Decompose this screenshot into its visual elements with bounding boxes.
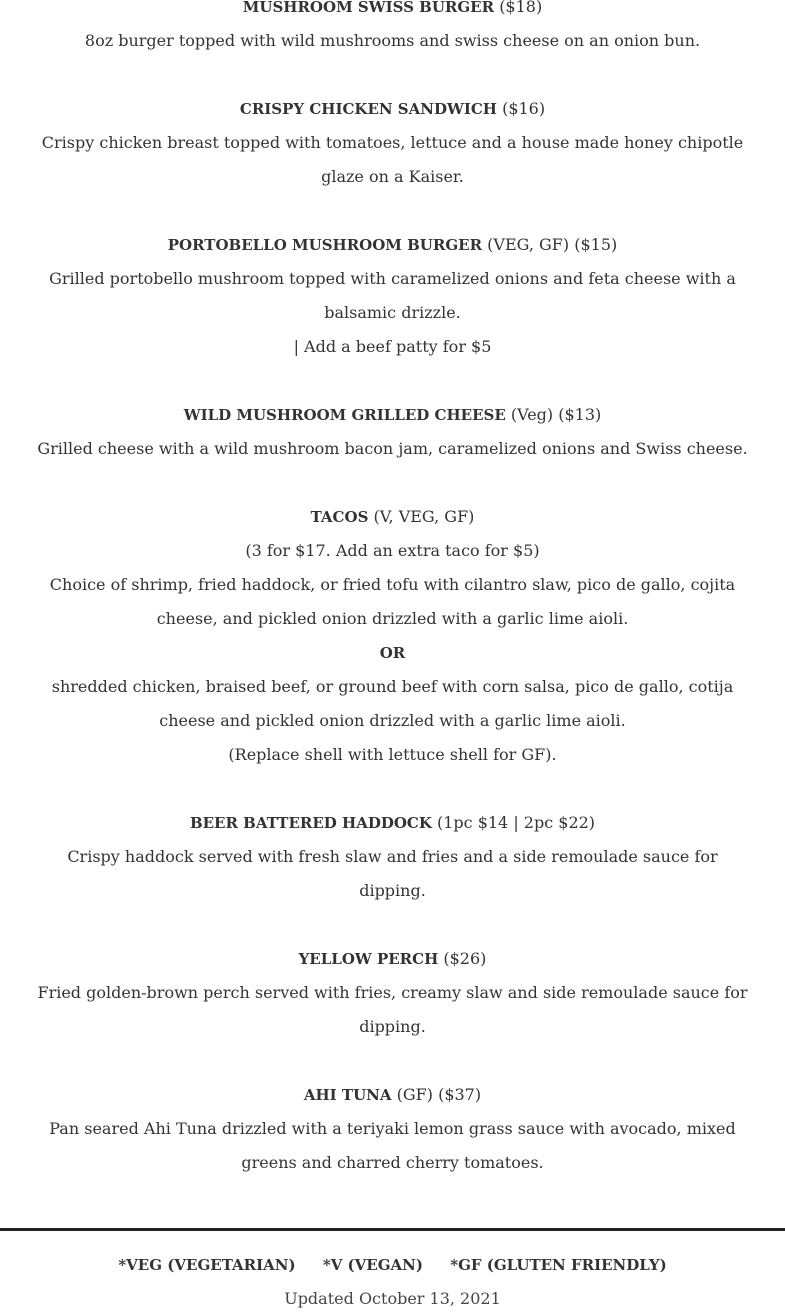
item-description: Grilled cheese with a wild mushroom bacon jam, caramelized onions and Swiss cheese. — [37, 439, 748, 458]
legend-gluten-friendly: *GF (GLUTEN FRIENDLY) — [450, 1256, 667, 1274]
item-heading — [0, 942, 785, 976]
item-tags: (GF) ($37) — [396, 1085, 482, 1104]
item-tags: (Veg) ($13) — [510, 405, 602, 424]
item-pricing-note: (3 for $17. Add an extra taco for $5) — [245, 541, 540, 560]
item-name: YELLOW PERCH — [298, 950, 439, 968]
item-tags: ($16) — [502, 99, 546, 118]
item-name: TACOS — [310, 508, 369, 526]
item-tags: (VEG, GF) ($15) — [487, 235, 618, 254]
item-description: Crispy haddock served with fresh slaw and fries and a side remoulade sauce for dipping. — [67, 847, 718, 900]
item-tags: ($26) — [443, 949, 487, 968]
item-name: AHI TUNA — [303, 1086, 392, 1104]
item-description-alt: shredded chicken, braised beef, or ground beef with corn salsa, pico de gallo, cotija cheese and pickled onion drizzled with a garlic lime aioli. — [51, 677, 734, 730]
item-gf-note: (Replace shell with lettuce shell for GF). — [228, 745, 557, 764]
menu-item — [0, 398, 785, 466]
item-tags: (1pc $14 | 2pc $22) — [436, 813, 596, 832]
dietary-legend — [0, 1248, 785, 1282]
item-heading — [0, 1078, 785, 1112]
item-addon: | Add a beef patty for $5 — [293, 337, 492, 356]
menu-item — [0, 500, 785, 772]
item-name: BEER BATTERED HADDOCK — [189, 814, 432, 832]
menu-item — [0, 228, 785, 364]
menu-item — [0, 806, 785, 908]
item-description: Pan seared Ahi Tuna drizzled with a teriyaki lemon grass sauce with avocado, mixed greens and charred cherry tomatoes. — [49, 1119, 736, 1172]
item-name: CRISPY CHICKEN SANDWICH — [239, 100, 497, 118]
item-heading — [0, 92, 785, 126]
item-tags: (V, VEG, GF) — [373, 507, 475, 526]
item-name: WILD MUSHROOM GRILLED CHEESE — [183, 406, 506, 424]
menu-item — [0, 942, 785, 1044]
legend-vegetarian: *VEG (VEGETARIAN) — [118, 1256, 296, 1274]
item-heading — [0, 228, 785, 262]
item-heading — [0, 0, 785, 24]
updated-date: Updated October 13, 2021 — [284, 1289, 501, 1308]
item-separator: OR — [379, 644, 406, 662]
item-heading — [0, 806, 785, 840]
menu-item — [0, 92, 785, 194]
item-description: Choice of shrimp, fried haddock, or fried tofu with cilantro slaw, pico de gallo, cojita cheese, and pickled onion drizzled with a garlic lime aioli. — [49, 575, 736, 628]
item-heading — [0, 398, 785, 432]
menu-item — [0, 0, 785, 58]
item-heading — [0, 500, 785, 534]
item-tags: ($18) — [499, 0, 543, 16]
legend-vegan: *V (VEGAN) — [322, 1256, 423, 1274]
item-description: Grilled portobello mushroom topped with caramelized onions and feta cheese with a balsamic drizzle. — [49, 269, 736, 322]
item-description: Crispy chicken breast topped with tomatoes, lettuce and a house made honey chipotle glaze on a Kaiser. — [41, 133, 744, 186]
item-description: Fried golden-brown perch served with fries, creamy slaw and side remoulade sauce for dipping. — [37, 983, 748, 1036]
item-name: MUSHROOM SWISS BURGER — [242, 0, 495, 16]
menu-item — [0, 1078, 785, 1180]
item-name: PORTOBELLO MUSHROOM BURGER — [167, 236, 483, 254]
item-description: 8oz burger topped with wild mushrooms and swiss cheese on an onion bun. — [84, 31, 701, 50]
